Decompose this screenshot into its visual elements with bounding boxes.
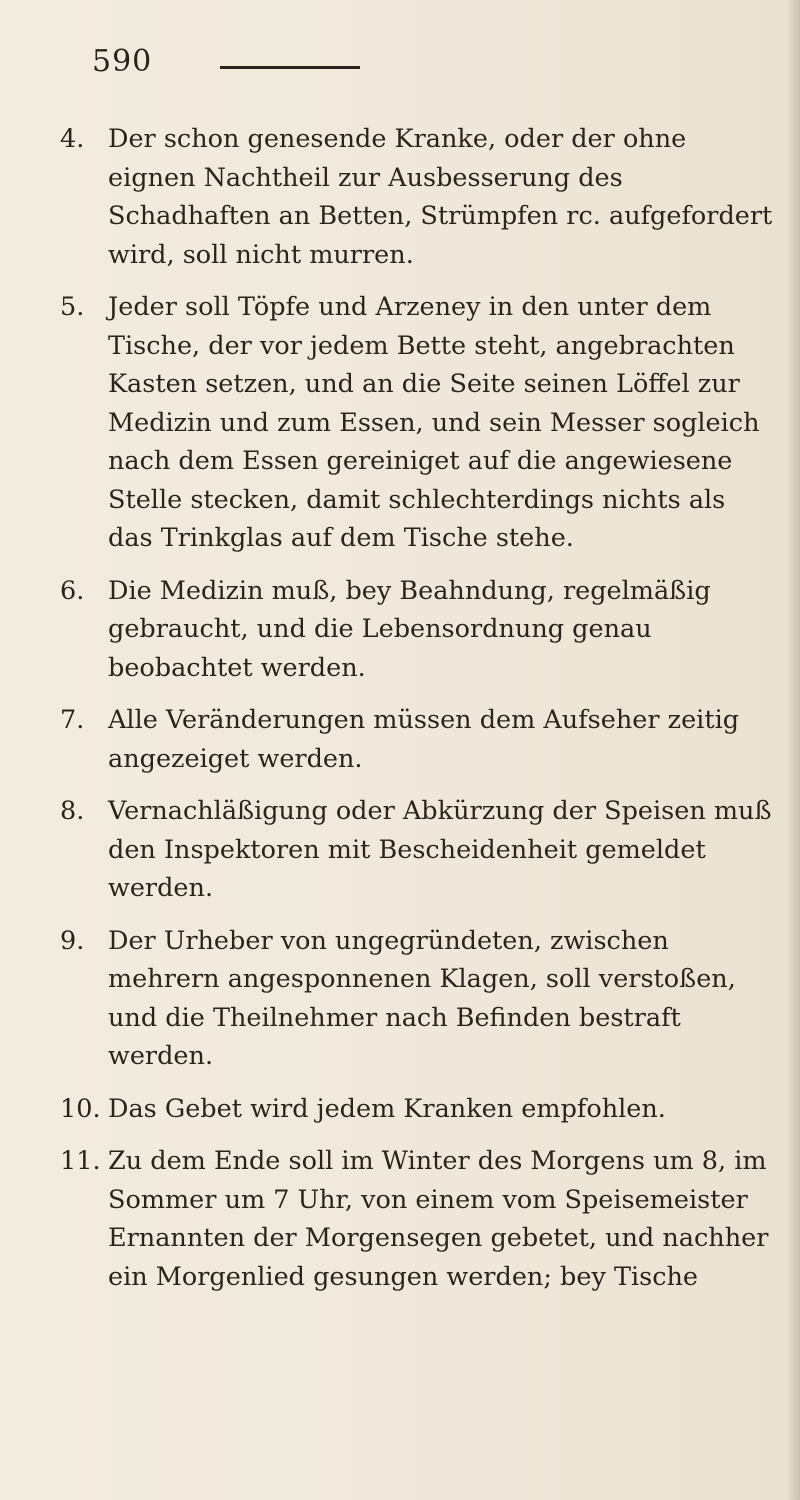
rule-number: 8. <box>60 796 85 826</box>
rule-text: Der Urheber von ungegründeten, zwischen mehrern angesponnenen Klagen, soll verstoßen, und die Theilnehmer nach Befinden bestraft werden. <box>108 925 736 1071</box>
rule-number: 10. <box>60 1093 101 1124</box>
rule-text: Alle Veränderungen müssen dem Aufseher zeitig angezeiget werden. <box>108 705 740 774</box>
rule-item-6 <box>60 572 775 688</box>
rule-item-5 <box>60 288 775 558</box>
header-rule <box>220 66 360 69</box>
page-number: 590 <box>92 44 153 79</box>
rule-number: 4. <box>60 124 85 154</box>
rule-item-7 <box>60 701 775 778</box>
rule-text: Vernachläßigung oder Abkürzung der Speisen muß den Inspektoren mit Bescheidenheit gemeldet werden. <box>108 796 772 903</box>
rule-number: 7. <box>60 705 85 735</box>
rule-text: Zu dem Ende soll im Winter des Morgens um 8, im Sommer um 7 Uhr, von einem vom Speisemeister Ernannten der Morgensegen gebetet, und nachher ein Morgenlied gesungen werden; bey Tische <box>108 1146 769 1292</box>
rule-item-8 <box>60 792 775 908</box>
rule-item-11 <box>60 1142 775 1296</box>
page-header <box>92 40 552 90</box>
rule-item-9 <box>60 922 775 1076</box>
rule-text: Jeder soll Töpfe und Arzeney in den unter dem Tische, der vor jedem Bette steht, angebrachten Kasten setzen, und an die Seite seinen Löffel zur Medizin und zum Essen, und sein Messer sogleich nach dem Essen gereiniget auf die angewiesene Stelle stecken, damit schlechterdings nichts als das Trinkglas auf dem Tische stehe. <box>108 292 760 553</box>
rules-list <box>60 120 775 1310</box>
rule-number: 5. <box>60 292 85 322</box>
rule-text: Der schon genesende Kranke, oder der ohne eignen Nachtheil zur Ausbesserung des Schadhaften an Betten, Strümpfen rc. aufgefordert wird, soll nicht murren. <box>108 124 773 270</box>
rule-number: 9. <box>60 925 85 956</box>
rule-item-4 <box>60 120 775 274</box>
page-edge-shadow <box>786 0 800 1500</box>
rule-number: 11. <box>60 1146 101 1176</box>
rule-text: Das Gebet wird jedem Kranken empfohlen. <box>108 1093 666 1124</box>
rule-item-10 <box>60 1090 775 1129</box>
rule-text: Die Medizin muß, bey Beahndung, regelmäßig gebraucht, und die Lebensordnung genau beobachtet werden. <box>108 575 711 683</box>
rule-number: 6. <box>60 575 85 606</box>
